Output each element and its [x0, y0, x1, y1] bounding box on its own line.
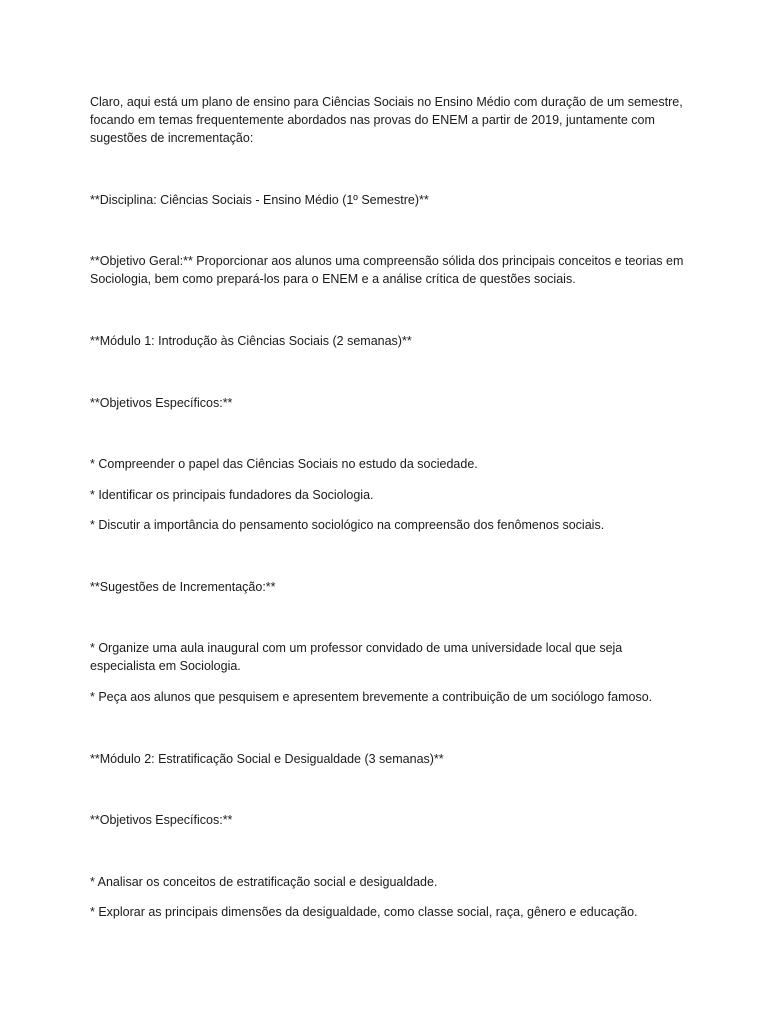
- module1-title: **Módulo 1: Introdução às Ciências Sociais (2 semanas)**: [90, 334, 412, 348]
- module1-objectives-heading: **Objetivos Específicos:**: [90, 396, 233, 410]
- module2-objectives-heading: **Objetivos Específicos:**: [90, 813, 233, 827]
- module2-objective-item: * Analisar os conceitos de estratificação social e desigualdade.: [90, 875, 438, 889]
- module1-suggestion-item: * Peça aos alunos que pesquisem e apresentem brevemente a contribuição de um sociólogo famoso.: [90, 690, 653, 704]
- module1-objective-item: * Identificar os principais fundadores da Sociologia.: [90, 488, 374, 502]
- module1-suggestion-item: * Organize uma aula inaugural com um professor convidado de uma universidade local que seja especialista em Sociologia.: [90, 641, 623, 673]
- module2-title: **Módulo 2: Estratificação Social e Desigualdade (3 semanas)**: [90, 752, 444, 766]
- intro-paragraph: Claro, aqui está um plano de ensino para Ciências Sociais no Ensino Médio com duração de um semestre, focando em temas frequentemente abordados nas provas do ENEM a partir de 2019, juntamente com sugestões de incrementação:: [90, 95, 683, 145]
- module1-objective-item: * Compreender o papel das Ciências Sociais no estudo da sociedade.: [90, 457, 478, 471]
- module2-objective-item: * Explorar as principais dimensões da desigualdade, como classe social, raça, gênero e educação.: [90, 905, 638, 919]
- module1-objective-item: * Discutir a importância do pensamento sociológico na compreensão dos fenômenos sociais.: [90, 518, 605, 532]
- module1-suggestions-heading: **Sugestões de Incrementação:**: [90, 580, 276, 594]
- discipline-heading: **Disciplina: Ciências Sociais - Ensino Médio (1º Semestre)**: [90, 193, 429, 207]
- general-objective-paragraph: **Objetivo Geral:** Proporcionar aos alunos uma compreensão sólida dos principais conceitos e teorias em Sociologia, bem como prepará-los para o ENEM e a análise crítica de questões sociais.: [90, 254, 684, 286]
